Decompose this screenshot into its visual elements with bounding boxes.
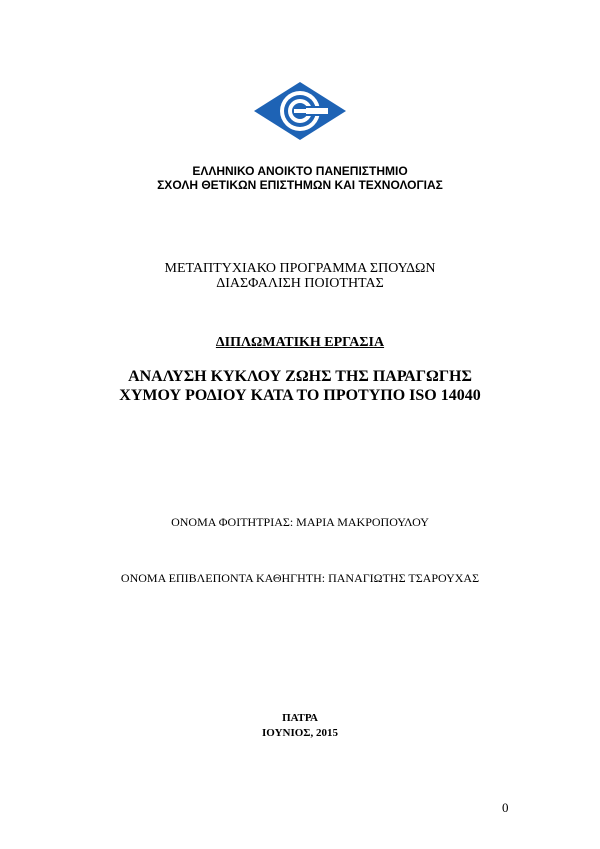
program-name: ΜΕΤΑΠΤΥΧΙΑΚΟ ΠΡΟΓΡΑΜΜΑ ΣΠΟΥΔΩΝ	[164, 261, 436, 276]
university-logo-icon	[254, 82, 346, 140]
thesis-title-line-1: ΑΝΑΛΥΣΗ ΚΥΚΛΟΥ ΖΩΗΣ ΤΗΣ ΠΑΡΑΓΩΓΗΣ	[128, 368, 472, 385]
page-number: 0	[502, 800, 509, 815]
university-name: ΕΛΛΗΝΙΚΟ ΑΝΟΙΚΤΟ ΠΑΝΕΠΙΣΤΗΜΙΟ	[192, 164, 408, 178]
student-name: ΟΝΟΜΑ ΦΟΙΤΗΤΡΙΑΣ: ΜΑΡΙΑ ΜΑΚΡΟΠΟΥΛΟΥ	[171, 515, 429, 529]
program-specialization: ΔΙΑΣΦΑΛΙΣΗ ΠΟΙΟΤΗΤΑΣ	[216, 276, 384, 291]
supervisor-name: ΟΝΟΜΑ ΕΠΙΒΛΕΠΟΝΤΑ ΚΑΘΗΓΗΤΗ: ΠΑΝΑΓΙΩΤΗΣ ΤΣΑΡΟΥΧΑΣ	[120, 571, 480, 585]
thesis-label: ΔΙΠΛΩΜΑΤΙΚΗ ΕΡΓΑΣΙΑ	[215, 335, 385, 350]
school-name: ΣΧΟΛΗ ΘΕΤΙΚΩΝ ΕΠΙΣΤΗΜΩΝ ΚΑΙ ΤΕΧΝΟΛΟΓΙΑΣ	[157, 178, 443, 192]
city: ΠΑΤΡΑ	[282, 712, 318, 724]
thesis-title-line-2: ΧΥΜΟΥ ΡΟΔΙΟΥ ΚΑΤΑ ΤΟ ΠΡΟΤΥΠΟ ISO 14040	[119, 387, 481, 404]
date: ΙΟΥΝΙΟΣ, 2015	[262, 727, 338, 739]
